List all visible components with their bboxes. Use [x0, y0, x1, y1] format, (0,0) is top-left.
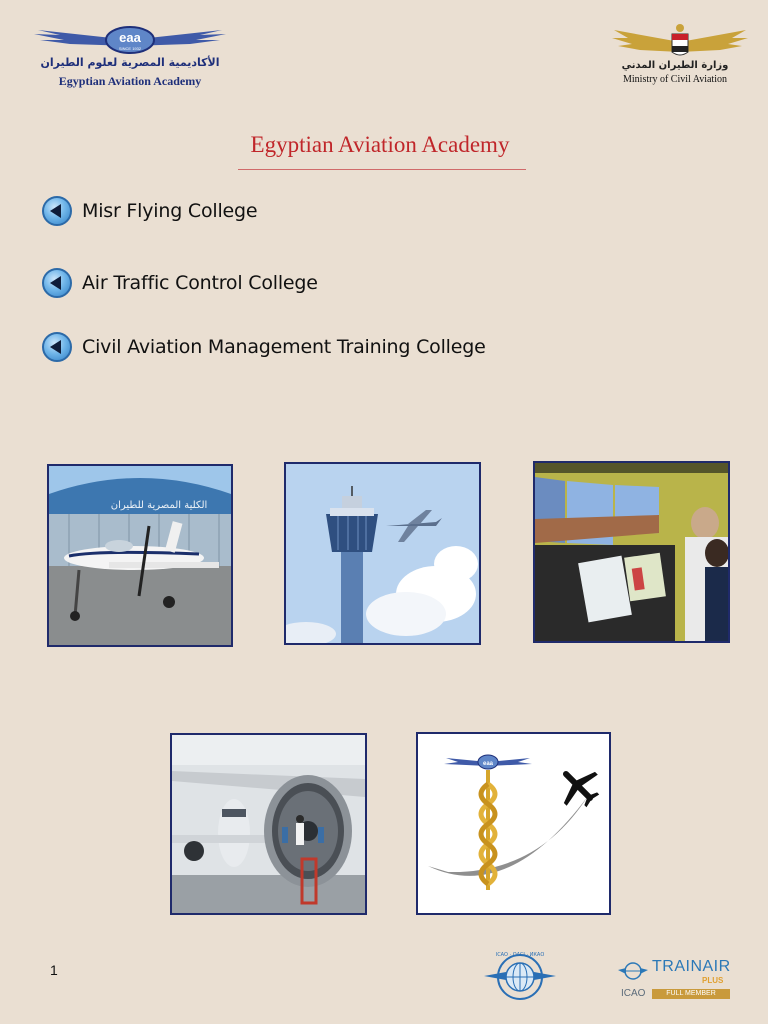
page-number: 1 [50, 962, 58, 978]
college-label[interactable]: Misr Flying College [82, 200, 258, 222]
icao-logo [478, 948, 562, 1006]
photo-control-tower [284, 462, 481, 645]
full-member-badge: FULL MEMBER [652, 989, 730, 999]
photo-atc-simulator [533, 461, 730, 643]
college-link-misr-flying[interactable] [42, 196, 257, 226]
eaa-badge-text: eaa [119, 30, 141, 45]
eaa-english-name: Egyptian Aviation Academy [58, 74, 202, 88]
eaa-badge-subtext: SINCE 1932 [118, 46, 142, 51]
icao-emblem-icon [478, 948, 562, 1006]
ministry-eagle-wings-icon [610, 20, 750, 64]
arrow-left-icon[interactable] [42, 332, 72, 362]
college-link-air-traffic-control[interactable] [42, 268, 318, 298]
eaa-wings-icon [30, 22, 230, 58]
arrow-left-icon[interactable] [42, 268, 72, 298]
trainair-org: ICAO [621, 988, 646, 999]
arrow-left-icon[interactable] [42, 196, 72, 226]
photo-academy-emblem [416, 732, 611, 915]
eaa-arabic-name: الأكاديمية المصرية لعلوم الطيران [40, 56, 220, 69]
trainair-name: TRAINAIR [652, 958, 731, 975]
hangar-sign: الكلية المصرية للطيران [110, 500, 208, 511]
ministry-arabic-name: وزارة الطيران المدني [621, 60, 729, 71]
emblem-badge-text: eaa [482, 761, 494, 767]
photo-training-aircraft [47, 464, 233, 647]
college-link-civil-aviation-management[interactable] [42, 332, 486, 362]
ministry-logo [610, 20, 750, 64]
trainair-plus: PLUS [702, 976, 724, 985]
college-label[interactable]: Civil Aviation Management Training College [82, 336, 486, 358]
trainair-globe-icon [618, 960, 648, 987]
ministry-english-name: Ministry of Civil Aviation [623, 74, 727, 85]
college-label[interactable]: Air Traffic Control College [82, 272, 318, 294]
photo-engine-maintenance [170, 733, 367, 915]
page-title: Egyptian Aviation Academy [250, 132, 510, 157]
title-underline [238, 169, 526, 170]
icao-ring-text: ICAO · OACI · ИКАО [495, 952, 545, 958]
